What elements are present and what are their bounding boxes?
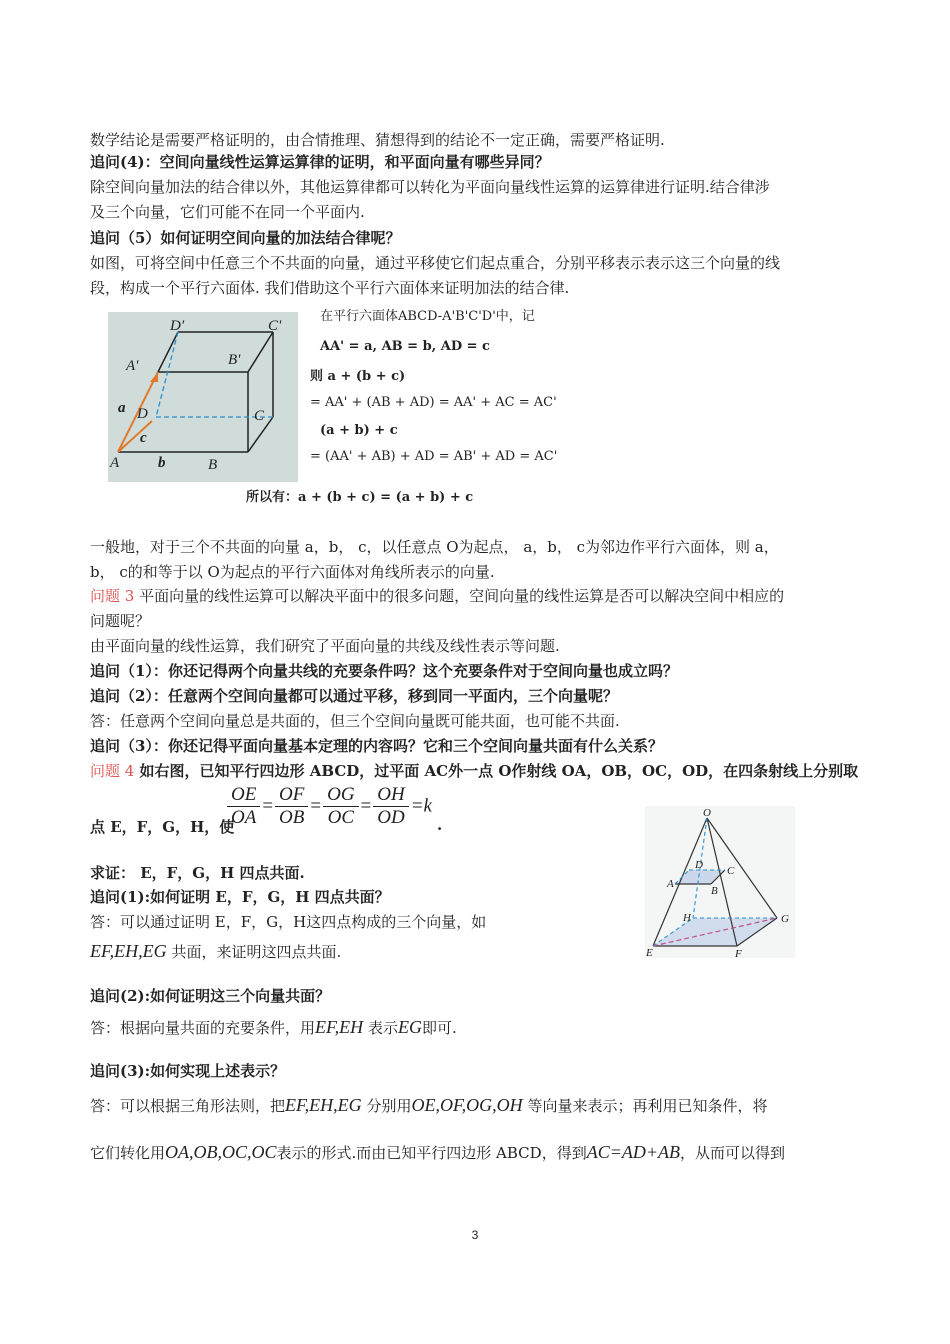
label-B: B bbox=[208, 457, 218, 473]
svg-text:C: C bbox=[727, 865, 735, 877]
svg-text:A: A bbox=[667, 878, 674, 890]
svg-text:F: F bbox=[735, 948, 742, 958]
period: . bbox=[437, 816, 443, 834]
question-line: 追问(3):如何实现上述表示？ bbox=[90, 1062, 286, 1080]
text-line: 除空间向量加法的结合律以外，其他运算律都可以转化为平面向量线性运算的运算律进行证明.结合律涉 bbox=[90, 178, 770, 196]
text-line: 如图，可将空间中任意三个不共面的向量，通过平移使它们起点重合，分别平移表示表示这三个向量的线 bbox=[90, 254, 781, 272]
question-line: 追问（1）：你还记得两个向量共线的充要条件吗？这个充要条件对于空间向量也成立吗？ bbox=[90, 662, 678, 680]
problem-line: 问题 3 平面向量的线性运算可以解决平面中的很多问题，空间向量的线性运算是否可以解决空间中相应的 bbox=[90, 587, 785, 605]
text-line: 由平面向量的线性运算，我们研究了平面向量的共线及线性表示等问题. bbox=[90, 637, 560, 655]
text-line: 它们转化用OA,OB,OC,OC表示的形式.而由已知平行四边形 ABCD，得到AC=AD+AB，从而可以得到 bbox=[90, 1142, 785, 1162]
label-A1: A' bbox=[126, 358, 139, 374]
label-a: a bbox=[118, 400, 126, 416]
question-line: 追问（2）：任意两个空间向量都可以通过平移，移到同一平面内，三个向量呢？ bbox=[90, 687, 618, 705]
text-line: 答：根据向量共面的充要条件，用EF,EH 表示EG即可. bbox=[90, 1017, 457, 1037]
text-line: EF,EH,EG 共面，来证明这四点共面. bbox=[90, 941, 342, 961]
text-line: b， c的和等于以 O为起点的平行六面体对角线所表示的向量. bbox=[90, 563, 495, 581]
ratio-equation: $\frac{OE}{OA}$ = $\frac{OF}{OB}$ = $\frac{OG}{OC}$ = $\frac{OH}{OD}$ =k bbox=[225, 784, 432, 829]
text-line: 数学结论是需要严格证明的，由合情推理、猜想得到的结论不一定正确，需要严格证明. bbox=[90, 131, 665, 149]
label-c: c bbox=[140, 430, 147, 446]
label-C: C bbox=[254, 408, 265, 424]
svg-text:H: H bbox=[683, 912, 691, 924]
fig1-title: 在平行六面体ABCD-A'B'C'D'中，记 bbox=[320, 309, 535, 324]
text-line: 及三个向量，它们可能不在同一个平面内. bbox=[90, 203, 365, 221]
svg-text:O: O bbox=[703, 807, 711, 819]
page-number: 3 bbox=[471, 1228, 479, 1242]
vector-list: EF,EH,EG bbox=[90, 941, 167, 961]
fig1-r3: (a + b) + c bbox=[320, 423, 398, 438]
label-A: A bbox=[110, 455, 120, 471]
problem-line: 问题 4 如右图，已知平行四边形 ABCD，过平面 AC外一点 O作射线 OA，OB，OC，OD，在四条射线上分别取 bbox=[90, 762, 859, 780]
problem-label: 问题 4 bbox=[90, 762, 135, 780]
fig1-r1: 则 a + (b + c) bbox=[310, 369, 406, 384]
label-b: b bbox=[158, 455, 166, 471]
text-line: 求证： E，F，G，H 四点共面. bbox=[90, 864, 305, 882]
fig1-r4: = (AA' + AB) + AD = AB' + AD = AC' bbox=[310, 449, 558, 464]
label-B1: B' bbox=[228, 352, 241, 368]
text-line: 一般地，对于三个不共面的向量 a，b， c，以任意点 O为起点， a，b， c为邻边作平行六面体，则 a， bbox=[90, 538, 779, 556]
question-line: 追问(1):如何证明 E，F，G，H 四点共面？ bbox=[90, 888, 390, 906]
text-line: 段，构成一个平行六面体. 我们借助这个平行六面体来证明加法的结合律. bbox=[90, 279, 570, 297]
fig1-r5: 所以有：a + (b + c) = (a + b) + c bbox=[246, 490, 474, 505]
label-D: D bbox=[137, 406, 148, 422]
svg-text:B: B bbox=[711, 885, 718, 897]
label-C1: C' bbox=[268, 318, 282, 334]
text-line: 点 E，F，G，H，使 bbox=[90, 818, 235, 836]
fig1-def: AA' = a, AB = b, AD = c bbox=[320, 339, 490, 354]
text-line: 答：任意两个空间向量总是共面的，但三个空间向量既可能共面，也可能不共面. bbox=[90, 712, 620, 730]
label-D1: D' bbox=[170, 318, 185, 334]
svg-text:E: E bbox=[646, 947, 653, 958]
question-line: 追问(4)：空间向量线性运算运算律的证明，和平面向量有哪些异同？ bbox=[90, 153, 550, 171]
pyramid-figure bbox=[645, 806, 795, 958]
svg-text:D: D bbox=[695, 859, 703, 871]
question-line: 追问（3）：你还记得平面向量基本定理的内容吗？它和三个空间向量共面有什么关系？ bbox=[90, 737, 663, 755]
svg-text:G: G bbox=[781, 913, 789, 925]
text-line: 答：可以通过证明 E，F，G，H这四点构成的三个向量，如 bbox=[90, 913, 487, 931]
question-line: 追问(2):如何证明这三个向量共面？ bbox=[90, 987, 331, 1005]
problem-label: 问题 3 bbox=[90, 587, 135, 605]
question-line: 追问（5）如何证明空间向量的加法结合律呢？ bbox=[90, 229, 401, 247]
fig1-r2: = AA' + (AB + AD) = AA' + AC = AC' bbox=[310, 395, 557, 410]
text-line: 答：可以根据三角形法则，把EF,EH,EG 分别用OE,OF,OG,OH 等向量来表示；再利用已知条件，将 bbox=[90, 1095, 768, 1115]
text-line: 问题呢？ bbox=[90, 612, 151, 630]
parallelepiped-figure bbox=[108, 312, 298, 482]
